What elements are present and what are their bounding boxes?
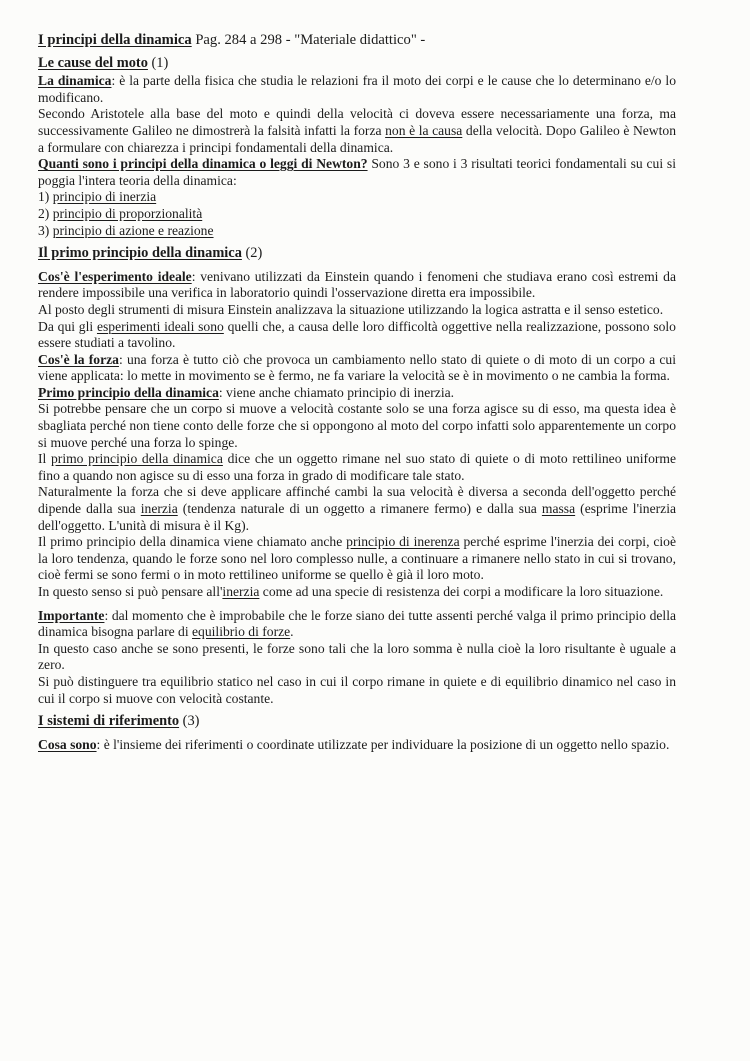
paragraph-text: (tendenza naturale di un oggetto a rimanere fermo) e dalla sua	[177, 501, 542, 517]
paragraph-text: In questo senso si può pensare all'	[38, 584, 223, 599]
paragraph-principio-inerenza	[38, 534, 676, 584]
term-forza: Cos'è la forza	[38, 351, 119, 367]
paragraph-quanti-principi	[38, 156, 676, 189]
material-tag: - "Materiale didattico" -	[282, 32, 426, 48]
paragraph-text: Secondo Aristotele alla base del moto e quindi della velocità ci doveva essere necessariamente una forza, ma successivamente Galileo ne dimostrerà la falsità infatti la forza	[38, 106, 676, 138]
term-esperimento-ideale: Cos'è l'esperimento ideale	[38, 268, 192, 284]
section-number: (2)	[241, 245, 263, 262]
list-number: 2)	[38, 205, 53, 221]
paragraph-text: Il	[38, 451, 51, 467]
list-number: 1)	[38, 189, 53, 205]
paragraph-text: come ad una specie di resistenza dei corpi a modificare la loro situazione.	[259, 584, 664, 599]
underlined-phrase: massa	[541, 501, 576, 517]
paragraph-text: Da qui gli	[38, 318, 97, 334]
list-text: principio di inerzia	[52, 189, 157, 205]
page-range: Pag. 284 a 298	[191, 32, 283, 48]
paragraph-text: : viene anche chiamato principio di inerzia.	[218, 384, 455, 400]
principles-list	[38, 189, 676, 239]
paragraph-definizione-primo-principio	[38, 451, 676, 484]
list-number: 3)	[38, 222, 53, 238]
term-quanti-principi: Quanti sono i principi della dinamica o leggi di Newton?	[38, 156, 368, 172]
paragraph-text: : venivano utilizzati da Einstein quando i fenomeni che studiava erano così estremi da rendere impossibile una verifica in laboratorio quindi l'osservazione diretta era impossibile.	[38, 268, 676, 301]
paragraph-velocita-costante: Si potrebbe pensare che un corpo si muove a velocità costante solo se una forza agisce su di esso, ma questa idea è sbagliata perché non tiene conto delle forze che si oppongono al moto del corpo infatti solo apparentemente un corpo si muove perché una forza lo spinge.	[38, 401, 676, 450]
section-number: (3)	[179, 713, 200, 730]
underlined-phrase: principio di inerenza	[346, 534, 460, 550]
paragraph-inerzia-massa	[38, 484, 676, 534]
paragraph-importante	[38, 608, 676, 641]
paragraph-text: quelli che, a causa delle loro difficoltà oggettive nella realizzazione, possono solo essere studiati a tavolino.	[38, 318, 676, 351]
document-header	[38, 32, 676, 49]
paragraph-text: .	[290, 624, 294, 640]
paragraph-esperimenti-ideali	[38, 319, 676, 352]
paragraph-text: perché esprime l'inerzia dei corpi, cioè la loro tendenza, quando le forze sono nel loro complesso nulle, a continuare a rimanere nello stato in cui si trovano, cioè fermi se sono fermi o in moto rettilineo uniforme se quello è già il loro moto.	[38, 534, 676, 583]
term-dinamica: La dinamica	[38, 73, 112, 89]
section-title: Le cause del moto	[38, 54, 148, 71]
paragraph-text: : è l'insieme dei riferimenti o coordinate utilizzate per individuare la posizione di un oggetto nello spazio.	[96, 736, 670, 752]
paragraph-text: : è la parte della fisica che studia le relazioni fra il moto dei corpi e le cause che lo determinano e/o lo modificano.	[38, 73, 676, 105]
section-heading-primo-principio	[38, 245, 676, 262]
paragraph-forza	[38, 352, 676, 385]
underlined-phrase: inerzia	[222, 584, 260, 599]
underlined-phrase: equilibrio di forze	[192, 624, 291, 640]
underlined-phrase: inerzia	[140, 501, 178, 517]
list-text: principio di azione e reazione	[52, 222, 214, 238]
paragraph-cosa-sono	[38, 737, 676, 754]
term-primo-principio: Primo principio della dinamica	[38, 384, 219, 400]
section-number: (1)	[147, 54, 169, 71]
paragraph-text: : dal momento che è improbabile che le forze siano dei tutte assenti perché valga il primo principio della dinamica bisogna parlare di	[38, 607, 676, 640]
paragraph-aristotele	[38, 106, 676, 156]
paragraph-text: : una forza è tutto ciò che provoca un cambiamento nello stato di quiete o di moto di un corpo a cui viene applicata: lo mette in movimento se è fermo, ne fa variare la velocità se è in movimento o ne cambia la forma.	[38, 351, 676, 384]
section-heading-cause-del-moto	[38, 55, 676, 72]
paragraph-text: (esprime l'inerzia dell'oggetto. L'unità di misura è il Kg).	[38, 501, 677, 533]
section-heading-sistemi-riferimento	[38, 713, 676, 730]
paragraph-dinamica	[38, 73, 676, 106]
underlined-phrase: esperimenti ideali sono	[96, 318, 224, 334]
section-title: I sistemi di riferimento	[38, 713, 180, 730]
document-title: I principi della dinamica	[38, 32, 192, 48]
paragraph-text: dice che un oggetto rimane nel suo stato di quiete o di moto rettilineo uniforme fino a quando non agisce su di esso una forza in grado di modificare tale stato.	[38, 451, 677, 483]
paragraph-text: Sono 3 e sono i 3 risultati teorici fondamentali su cui si poggia l'intera teoria della dinamica:	[38, 156, 676, 188]
paragraph-resistenza	[38, 584, 676, 601]
list-item	[38, 206, 676, 223]
paragraph-text: della velocità. Dopo Galileo è Newton a formulare con chiarezza i principi fondamentali della dinamica.	[38, 122, 676, 155]
term-importante: Importante	[38, 607, 105, 623]
paragraph-text: Naturalmente la forza che si deve applicare affinché cambi la sua velocità è diversa a seconda dell'oggetto perché dipende dalla sua	[38, 484, 676, 517]
paragraph-einstein: Al posto degli strumenti di misura Einstein analizzava la situazione utilizzando la logica astratta e il senso estetico.	[38, 301, 664, 317]
underlined-phrase: primo principio della dinamica	[51, 451, 223, 467]
paragraph-primo-principio	[38, 385, 676, 402]
list-text: principio di proporzionalità	[52, 205, 203, 221]
list-item	[38, 223, 676, 240]
paragraph-esperimento-ideale	[38, 269, 676, 302]
list-item	[38, 189, 676, 206]
paragraph-somma-nulla: In questo caso anche se sono presenti, le forze sono tali che la loro somma è nulla cioè la loro risultante è uguale a zero.	[38, 640, 676, 673]
term-cosa-sono: Cosa sono	[38, 736, 97, 752]
section-title: Il primo principio della dinamica	[38, 245, 242, 262]
paragraph-text: Il primo principio della dinamica viene chiamato anche	[38, 534, 347, 550]
paragraph-equilibrio: Si può distinguere tra equilibrio statico nel caso in cui il corpo rimane in quiete e di equilibrio dinamico nel caso in cui il corpo si muove con velocità costante.	[38, 673, 676, 706]
underlined-phrase: non è la causa	[385, 122, 463, 138]
